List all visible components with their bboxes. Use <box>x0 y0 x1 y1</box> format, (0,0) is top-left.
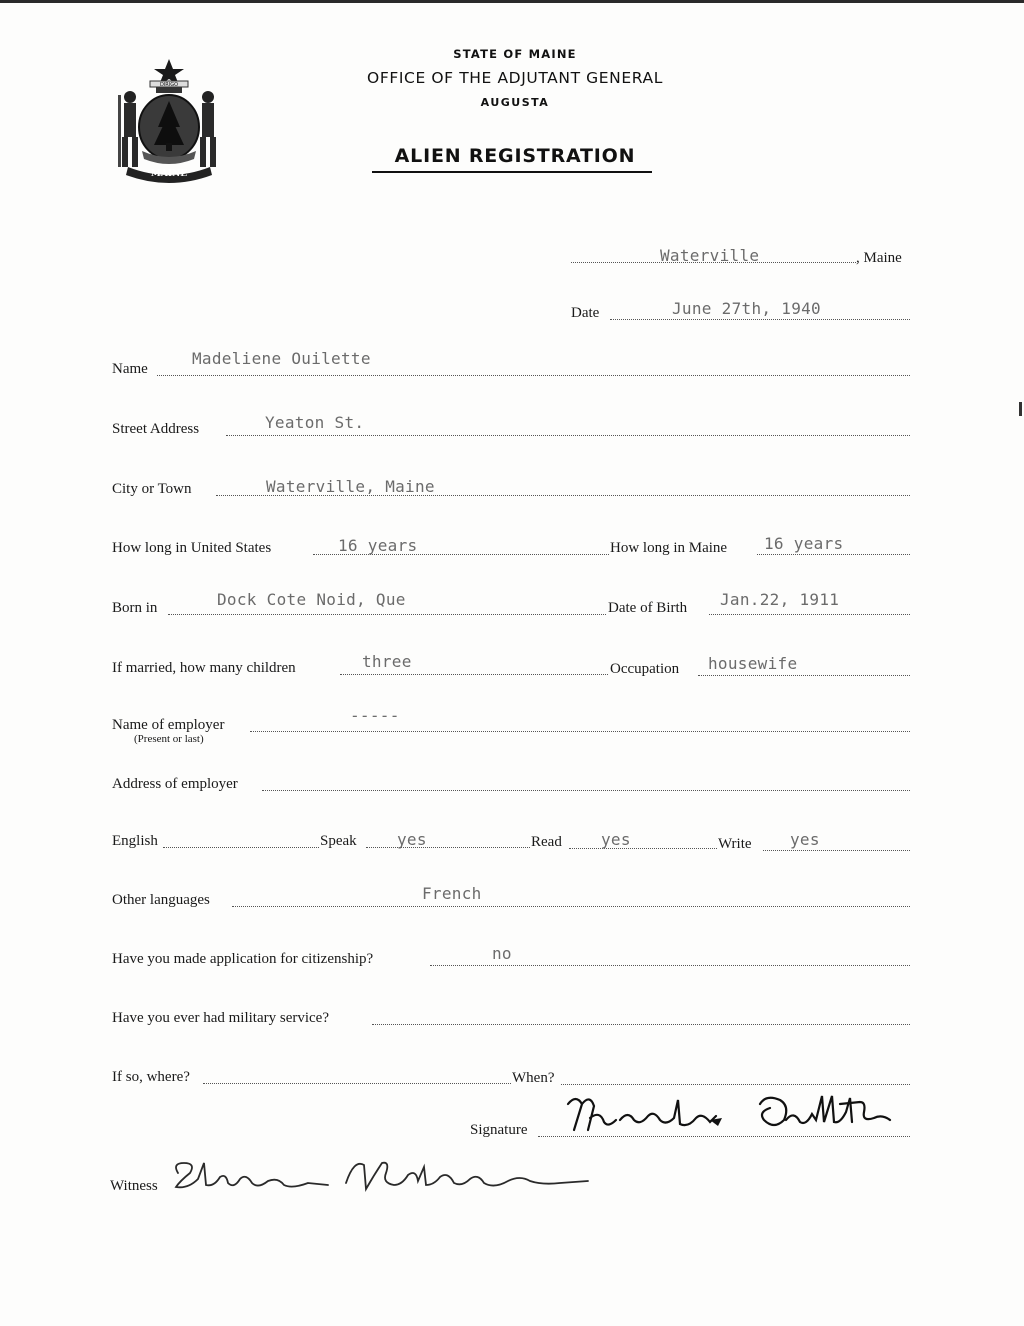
employer-name-value: ----- <box>350 706 400 725</box>
speak-value: yes <box>397 830 427 849</box>
employer-address-line <box>262 790 910 791</box>
born-in-value: Dock Cote Noid, Que <box>217 590 406 609</box>
employer-address-label: Address of employer <box>112 776 238 792</box>
dob-line <box>709 614 910 615</box>
employer-name-label: Name of employer <box>112 717 225 733</box>
occupation-value: housewife <box>708 654 798 673</box>
children-value: three <box>362 652 412 671</box>
born-in-line <box>168 614 606 615</box>
children-label: If married, how many children <box>112 660 296 676</box>
speak-label: Speak <box>320 833 357 849</box>
edge-mark <box>1019 402 1022 416</box>
dob-label: Date of Birth <box>608 600 688 616</box>
how-long-maine-value: 16 years <box>764 534 844 553</box>
form-title: ALIEN REGISTRATION <box>394 145 636 167</box>
write-value: yes <box>790 830 820 849</box>
name-value: Madeliene Ouilette <box>192 349 371 368</box>
how-long-us-label: How long in United States <box>112 540 272 556</box>
born-in-label: Born in <box>112 600 158 616</box>
street-line <box>226 435 910 436</box>
employer-note: (Present or last) <box>134 733 204 745</box>
where-label: If so, where? <box>112 1069 190 1085</box>
when-label: When? <box>512 1070 555 1086</box>
other-languages-label: Other languages <box>112 892 210 908</box>
place-value: Waterville <box>660 246 760 265</box>
signature-label: Signature <box>470 1122 528 1138</box>
date-line <box>610 319 910 320</box>
write-line <box>763 850 910 851</box>
citizenship-value: no <box>492 944 512 963</box>
read-label: Read <box>531 834 562 850</box>
street-label: Street Address <box>112 421 200 437</box>
top-edge <box>0 0 1024 3</box>
city-town-label: City or Town <box>112 481 192 497</box>
date-value: June 27th, 1940 <box>672 299 821 318</box>
employer-name-line <box>250 731 910 732</box>
name-label: Name <box>112 361 148 377</box>
maine-seal-icon <box>110 55 228 185</box>
state-heading: STATE OF MAINE <box>453 47 577 61</box>
english-label: English <box>112 833 158 849</box>
read-line <box>569 848 717 849</box>
how-long-us-value: 16 years <box>338 536 418 555</box>
title-underline <box>372 171 652 173</box>
name-line <box>157 375 910 376</box>
citizenship-line <box>430 965 910 966</box>
read-value: yes <box>601 830 631 849</box>
witness-label: Witness <box>110 1178 158 1194</box>
how-long-maine-label: How long in Maine <box>610 540 728 556</box>
other-languages-value: French <box>422 884 482 903</box>
speak-line <box>366 847 530 848</box>
when-line <box>561 1084 910 1085</box>
city-town-value: Waterville, Maine <box>266 477 435 496</box>
children-line <box>340 674 608 675</box>
how-long-maine-line <box>757 554 910 555</box>
other-languages-line <box>232 906 910 907</box>
office-heading: OFFICE OF THE ADJUTANT GENERAL <box>367 69 663 87</box>
street-value: Yeaton St. <box>265 413 365 432</box>
write-label: Write <box>718 836 752 852</box>
english-line <box>163 847 319 848</box>
military-line <box>372 1024 910 1025</box>
seal-motto: DIRIGO <box>159 82 179 88</box>
occupation-label: Occupation <box>610 661 680 677</box>
date-label: Date <box>571 305 600 321</box>
city-heading: AUGUSTA <box>480 96 550 109</box>
where-line <box>203 1083 511 1084</box>
seal-banner: MAINE <box>150 169 188 179</box>
signature-handwriting <box>560 1090 905 1140</box>
occupation-line <box>698 675 910 676</box>
military-label: Have you ever had military service? <box>112 1010 329 1026</box>
witness-handwriting <box>168 1155 593 1200</box>
dob-value: Jan.22, 1911 <box>720 590 840 609</box>
citizenship-label: Have you made application for citizenship? <box>112 951 374 967</box>
maine-label: , Maine <box>856 250 902 266</box>
